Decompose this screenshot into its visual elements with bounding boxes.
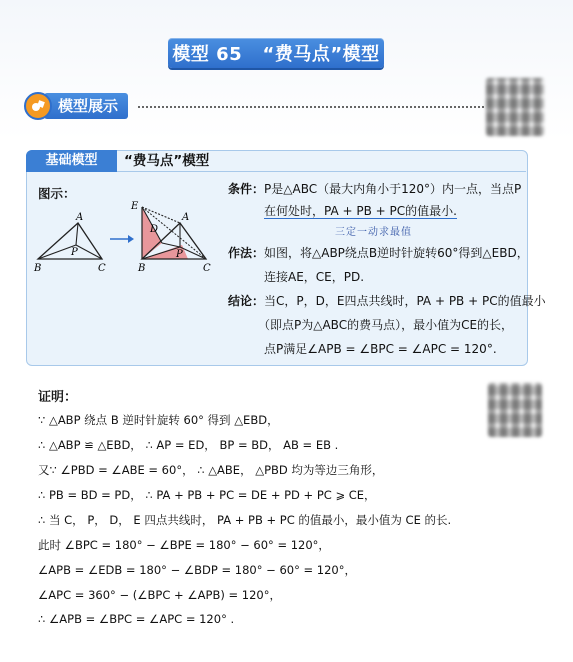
label-p-left: P <box>71 247 78 258</box>
section-label: 模型展示 <box>44 93 128 119</box>
box-title: “费马点”模型 <box>124 153 210 169</box>
title-quoted: “费马点”模型 <box>262 44 380 65</box>
proof-line: ∴ 当 C， P， D， E 四点共线时， PA + PB + PC 的值最小，最小值为 CE 的长. <box>38 513 452 527</box>
conclusion-line-3: 点P满足∠APB = ∠BPC = ∠APC = 120°. <box>264 342 497 356</box>
label-p-right: P <box>176 249 183 260</box>
section-divider <box>138 106 484 108</box>
proof-line: ∴ △ABP ≌ △EBD， ∴ AP = ED， BP = BD， AB = EB . <box>38 438 339 452</box>
figure-diagram <box>30 195 230 285</box>
conclusion-line-1: 结论：当C，P，D，E四点共线时，PA + PB + PC的值最小 <box>228 294 546 308</box>
label-c-right: C <box>203 263 211 274</box>
proof-line: ∴ ∠APB = ∠BPC = ∠APC = 120° . <box>38 612 235 626</box>
method-key: 作法： <box>228 246 265 260</box>
method-line-1: 作法：如图，将△ABP绕点B逆时针旋转60°得到△EBD， <box>228 246 529 260</box>
label-c-left: C <box>98 263 106 274</box>
figure-left-triangle <box>33 212 106 274</box>
label-e-right: E <box>131 201 139 212</box>
method-line-2: 连接AE，CE，PD. <box>264 270 365 284</box>
figure-label: 图示： <box>38 186 76 201</box>
page-title <box>168 38 384 68</box>
proof-line: ∴ PB = BD = PD， ∴ PA + PB + PC = DE + PD + PC ⩾ CE， <box>38 488 376 502</box>
handwritten-note: 三定一动求最值 <box>335 227 412 238</box>
condition-line-1: 条件：P是△ABC（最大内角小于120°）内一点，当点P <box>228 182 522 196</box>
box-header-divider <box>117 171 526 172</box>
figure-right-triangle <box>130 201 211 274</box>
proof-line: ∠APB = ∠EDB = 180° − ∠BDP = 180° − 60° = 120°， <box>38 563 356 577</box>
label-b-right: B <box>138 263 146 274</box>
label-a-right: A <box>182 212 190 223</box>
proof-line: ∠APC = 360° − (∠BPC + ∠APB) = 120°， <box>38 588 281 602</box>
proof-title: 证明： <box>38 390 78 405</box>
proof-line: ∵ △ABP 绕点 B 逆时针旋转 60° 得到 △EBD， <box>38 413 279 427</box>
conclusion-key: 结论： <box>228 294 265 308</box>
arrow-icon <box>110 235 134 243</box>
label-d-right: D <box>150 224 159 235</box>
conclusion-line-2: （即点P为△ABC的费马点），最小值为CE的长， <box>258 318 514 332</box>
condition-key: 条件： <box>228 182 265 196</box>
proof-line: 又∵ ∠PBD = ∠ABE = 60°， ∴ △ABE， △PBD 均为等边三角形， <box>38 463 384 477</box>
qr-code-image <box>486 78 544 136</box>
title-main: 模型 65 <box>172 44 243 65</box>
qr-code-image-2 <box>488 383 542 437</box>
condition-line-2: 在何处时，PA + PB + PC的值最小. <box>264 204 457 218</box>
proof-line: 此时 ∠BPC = 180° − ∠BPE = 180° − 60° = 120°， <box>38 538 330 552</box>
box-tab: 基础模型 <box>26 150 117 172</box>
model-icon <box>24 92 52 120</box>
label-b-left: B <box>34 263 42 274</box>
label-a-left: A <box>76 212 84 223</box>
section-header <box>24 92 134 120</box>
